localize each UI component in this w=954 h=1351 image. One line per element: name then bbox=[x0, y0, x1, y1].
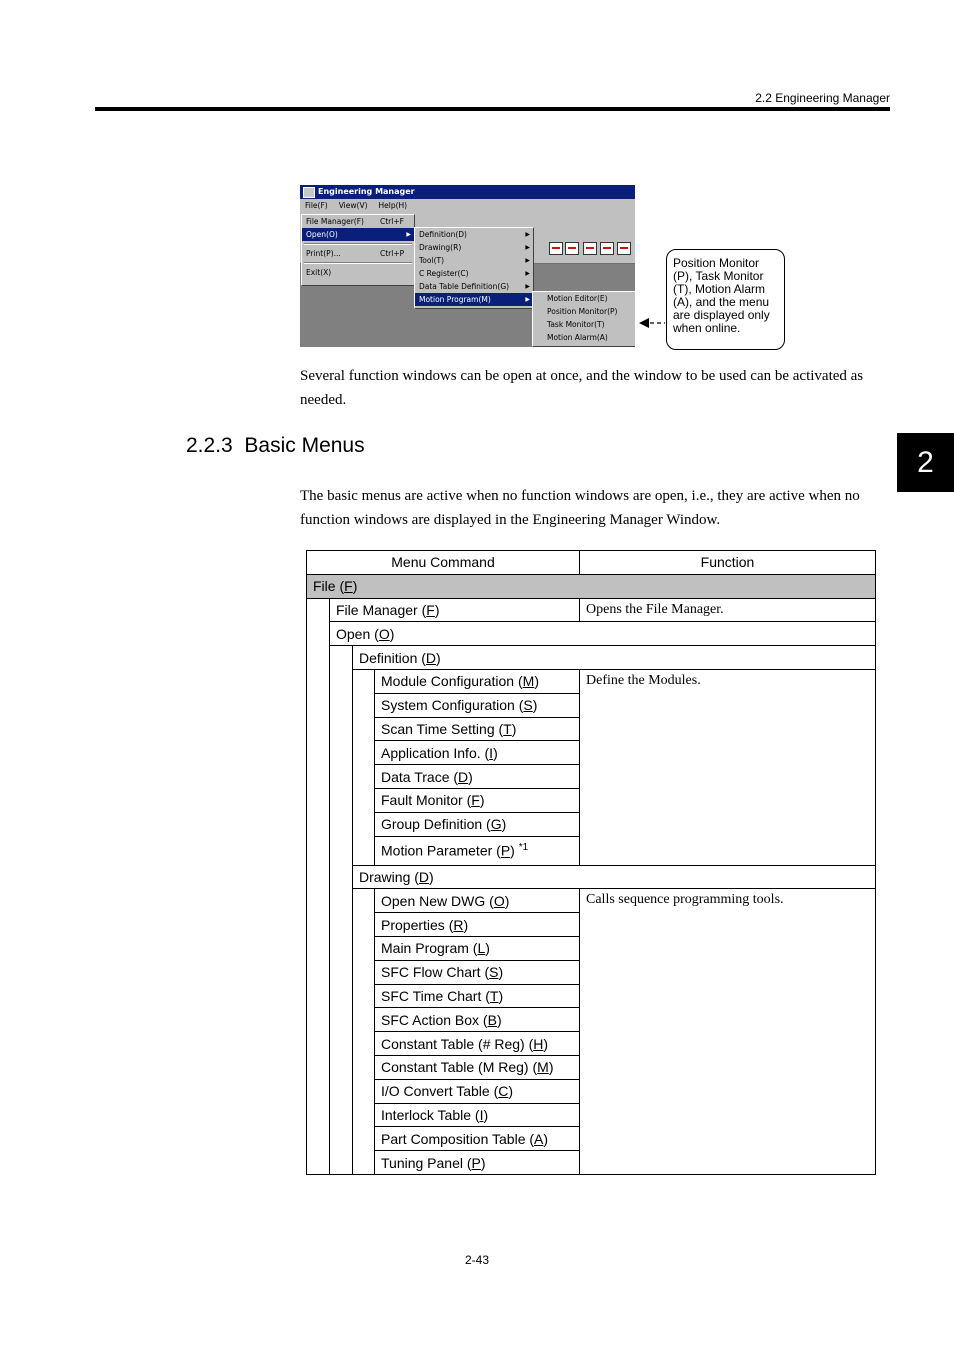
menu-item-data-table-definition[interactable]: Data Table Definition(G) ▶ bbox=[419, 282, 530, 291]
function-cell: Calls sequence programming tools. bbox=[580, 889, 876, 1175]
table-row-file-manager bbox=[307, 598, 876, 622]
menu-cell: File Manager (F) bbox=[330, 598, 580, 622]
menu-cell: Part Composition Table (A) bbox=[375, 1127, 580, 1151]
submenu-arrow-icon: ▶ bbox=[525, 270, 530, 277]
menu-cell: Scan Time Setting (T) bbox=[375, 717, 580, 741]
submenu-arrow-icon: ▶ bbox=[525, 244, 530, 251]
menu-item-definition[interactable]: Definition(D) ▶ bbox=[419, 230, 530, 239]
app-icon bbox=[303, 187, 315, 198]
menu-item-open[interactable]: Open(O) ▶ bbox=[302, 228, 414, 241]
menu-item-motion-editor[interactable]: Motion Editor(E) bbox=[547, 294, 608, 303]
table-row bbox=[307, 669, 876, 693]
header-function: Function bbox=[580, 551, 876, 575]
menu-cell: Constant Table (# Reg) (H) bbox=[375, 1032, 580, 1056]
submenu-arrow-icon: ▶ bbox=[525, 296, 530, 303]
toolbar-icon[interactable] bbox=[549, 242, 563, 255]
open-submenu bbox=[414, 227, 534, 309]
menu-cell: Fault Monitor (F) bbox=[375, 788, 580, 812]
menu-item-exit[interactable]: Exit(X) bbox=[306, 268, 332, 277]
header-menu-command: Menu Command bbox=[307, 551, 580, 575]
menu-help[interactable]: Help(H) bbox=[378, 201, 408, 210]
toolbar-icon[interactable] bbox=[617, 242, 631, 255]
menu-item-task-monitor[interactable]: Task Monitor(T) bbox=[547, 320, 605, 329]
menu-cell: Tuning Panel (P) bbox=[375, 1151, 580, 1175]
menu-cell: System Configuration (S) bbox=[375, 693, 580, 717]
menu-cell: SFC Flow Chart (S) bbox=[375, 960, 580, 984]
menu-cell: Interlock Table (I) bbox=[375, 1103, 580, 1127]
menu-view[interactable]: View(V) bbox=[338, 201, 368, 210]
indent-spacer bbox=[330, 646, 353, 1175]
running-header: 2.2 Engineering Manager bbox=[755, 91, 890, 105]
menu-cell: SFC Action Box (B) bbox=[375, 1008, 580, 1032]
section-heading bbox=[186, 434, 365, 458]
engineering-manager-screenshot bbox=[300, 185, 635, 347]
table-row-definition bbox=[307, 646, 876, 670]
toolbar-icon[interactable] bbox=[600, 242, 614, 255]
menu-cell: Data Trace (D) bbox=[375, 765, 580, 789]
section-title: Basic Menus bbox=[244, 434, 365, 457]
file-menu bbox=[301, 214, 415, 286]
menu-cell: SFC Time Chart (T) bbox=[375, 984, 580, 1008]
menu-item-c-register[interactable]: C Register(C) ▶ bbox=[419, 269, 530, 278]
menu-item-drawing[interactable]: Drawing(R) ▶ bbox=[419, 243, 530, 252]
basic-menus-table bbox=[306, 550, 876, 1175]
intro-paragraph: Several function windows can be open at once, and the window to be used can be activated as needed. bbox=[300, 368, 864, 408]
callout-arrow-icon bbox=[638, 317, 666, 329]
submenu-arrow-icon: ▶ bbox=[406, 231, 411, 238]
menu-file[interactable]: File(F) bbox=[305, 201, 328, 210]
screenshot-title-bar bbox=[300, 185, 635, 199]
menu-item-file-manager[interactable]: File Manager(F) Ctrl+F bbox=[306, 217, 404, 226]
function-cell: Define the Modules. bbox=[580, 669, 876, 865]
menu-item-tool[interactable]: Tool(T) ▶ bbox=[419, 256, 530, 265]
menu-cell: Motion Parameter (P) $^{*1}$ bbox=[375, 836, 580, 865]
toolbar-icon[interactable] bbox=[565, 242, 579, 255]
table-row bbox=[307, 889, 876, 913]
menu-cell: Definition (D) bbox=[353, 646, 876, 670]
menu-cell: I/O Convert Table (C) bbox=[375, 1079, 580, 1103]
menu-cell: File (F) bbox=[307, 574, 876, 598]
menu-item-motion-alarm[interactable]: Motion Alarm(A) bbox=[547, 333, 608, 342]
table-row-file bbox=[307, 574, 876, 598]
menu-item-motion-program[interactable]: Motion Program(M) ▶ bbox=[415, 293, 533, 306]
basic-menus-paragraph: The basic menus are active when no function windows are open, i.e., they are active when no function windows are displayed in the Engineering Manager Window. bbox=[300, 488, 860, 528]
menu-cell: Group Definition (G) bbox=[375, 812, 580, 836]
menu-cell: Constant Table (M Reg) (M) bbox=[375, 1055, 580, 1079]
motion-program-submenu bbox=[532, 291, 635, 347]
menu-cell: Properties (R) bbox=[375, 913, 580, 937]
menu-cell: Open (O) bbox=[330, 622, 876, 646]
menu-cell: Drawing (D) bbox=[353, 865, 876, 889]
page-number: 2-43 bbox=[464, 1253, 490, 1267]
menu-cell: Application Info. (I) bbox=[375, 741, 580, 765]
toolbar-icon[interactable] bbox=[583, 242, 597, 255]
submenu-arrow-icon: ▶ bbox=[525, 257, 530, 264]
menu-separator bbox=[304, 243, 412, 245]
indent-spacer bbox=[307, 598, 330, 1174]
menu-separator bbox=[304, 262, 412, 264]
menu-item-position-monitor[interactable]: Position Monitor(P) bbox=[547, 307, 618, 316]
screenshot-menubar bbox=[300, 199, 635, 213]
online-note-callout: Position Monitor (P), Task Monitor (T), Motion Alarm (A), and the menu are displayed only when online. bbox=[666, 249, 785, 350]
chapter-tab: 2 bbox=[897, 433, 954, 492]
table-header-row bbox=[307, 551, 876, 575]
table-row-drawing bbox=[307, 865, 876, 889]
menu-cell: Main Program (L) bbox=[375, 936, 580, 960]
table-row-open bbox=[307, 622, 876, 646]
submenu-arrow-icon: ▶ bbox=[525, 231, 530, 238]
section-number: 2.2.3 bbox=[186, 434, 233, 457]
function-cell: Opens the File Manager. bbox=[580, 598, 876, 622]
header-rule bbox=[95, 107, 890, 111]
menu-cell: Module Configuration (M) bbox=[375, 669, 580, 693]
indent-spacer bbox=[353, 669, 375, 865]
menu-cell: Open New DWG (O) bbox=[375, 889, 580, 913]
indent-spacer bbox=[353, 889, 375, 1175]
screenshot-title: Engineering Manager bbox=[318, 187, 415, 196]
menu-item-print[interactable]: Print(P)... Ctrl+P bbox=[306, 249, 405, 258]
submenu-arrow-icon: ▶ bbox=[525, 283, 530, 290]
footnote-marker: *1 bbox=[518, 842, 529, 854]
